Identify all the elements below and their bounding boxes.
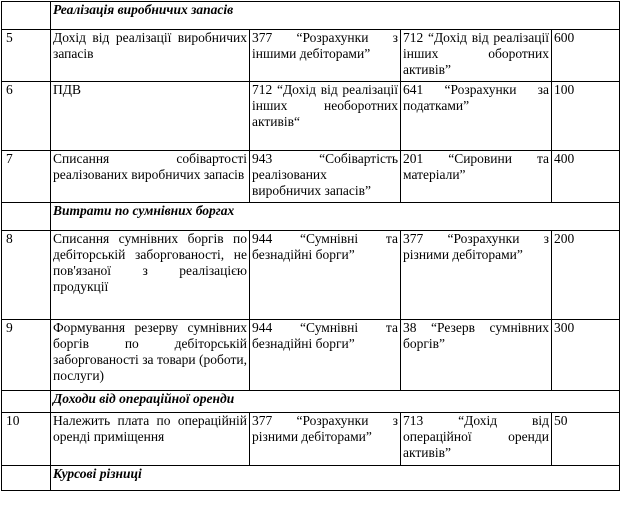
table-row — [2, 231, 620, 320]
debit-cell: 943 “Собівартість реалізованих виробничих запасів” — [250, 151, 401, 203]
table-row — [2, 30, 620, 82]
operation-cell: Дохід від реалізації виробничих запасів — [51, 30, 250, 82]
section-num-cell — [2, 391, 51, 413]
section-num-cell — [2, 2, 51, 30]
section-num-cell — [2, 466, 51, 491]
operation-cell: Належить плата по операційній оренді приміщення — [51, 413, 250, 466]
amount-cell: 100 — [552, 82, 620, 151]
amount-cell: 400 — [552, 151, 620, 203]
amount-cell: 600 — [552, 30, 620, 82]
debit-cell: 712 “Дохід від реалізації інших необоротних активів“ — [250, 82, 401, 151]
amount-cell: 300 — [552, 320, 620, 391]
table-row — [2, 151, 620, 203]
section-title: Курсові різниці — [51, 466, 620, 491]
table-row — [2, 413, 620, 466]
credit-cell: 713 “Дохід від операційної оренди активів” — [401, 413, 552, 466]
row-number: 10 — [2, 413, 51, 466]
section-num-cell — [2, 203, 51, 231]
credit-cell: 377 “Розрахунки з різними дебіторами” — [401, 231, 552, 320]
accounting-entries-table — [1, 1, 620, 491]
row-number: 6 — [2, 82, 51, 151]
section-title: Доходи від операційної оренди — [51, 391, 620, 413]
row-number: 8 — [2, 231, 51, 320]
row-number: 7 — [2, 151, 51, 203]
credit-cell: 641 “Розрахунки за податками” — [401, 82, 552, 151]
section-row — [2, 391, 620, 413]
credit-cell: 38 “Резерв сумнівних боргів” — [401, 320, 552, 391]
row-number: 9 — [2, 320, 51, 391]
operation-cell: Формування резерву сумнівних боргів по дебіторській заборгованості за товари (роботи, послуги) — [51, 320, 250, 391]
table-row — [2, 320, 620, 391]
section-row — [2, 466, 620, 491]
section-row — [2, 2, 620, 30]
section-title: Витрати по сумнівних боргах — [51, 203, 620, 231]
debit-cell: 944 “Сумнівні та безнадійні борги” — [250, 320, 401, 391]
row-number: 5 — [2, 30, 51, 82]
operation-cell: Списання сумнівних боргів по дебіторській заборгованості, не пов'язаної з реалізацією продукції — [51, 231, 250, 320]
amount-cell: 200 — [552, 231, 620, 320]
debit-cell: 944 “Сумнівні та безнадійні борги” — [250, 231, 401, 320]
section-row — [2, 203, 620, 231]
operation-cell: ПДВ — [51, 82, 250, 151]
section-title: Реалізація виробничих запасів — [51, 2, 620, 30]
credit-cell: 201 “Сировини та матеріали” — [401, 151, 552, 203]
debit-cell: 377 “Розрахунки з іншими дебіторами” — [250, 30, 401, 82]
debit-cell: 377 “Розрахунки з різними дебіторами” — [250, 413, 401, 466]
table-row — [2, 82, 620, 151]
amount-cell: 50 — [552, 413, 620, 466]
operation-cell: Списання собівартості реалізованих виробничих запасів — [51, 151, 250, 203]
credit-cell: 712 “Дохід від реалізації інших оборотних активів” — [401, 30, 552, 82]
